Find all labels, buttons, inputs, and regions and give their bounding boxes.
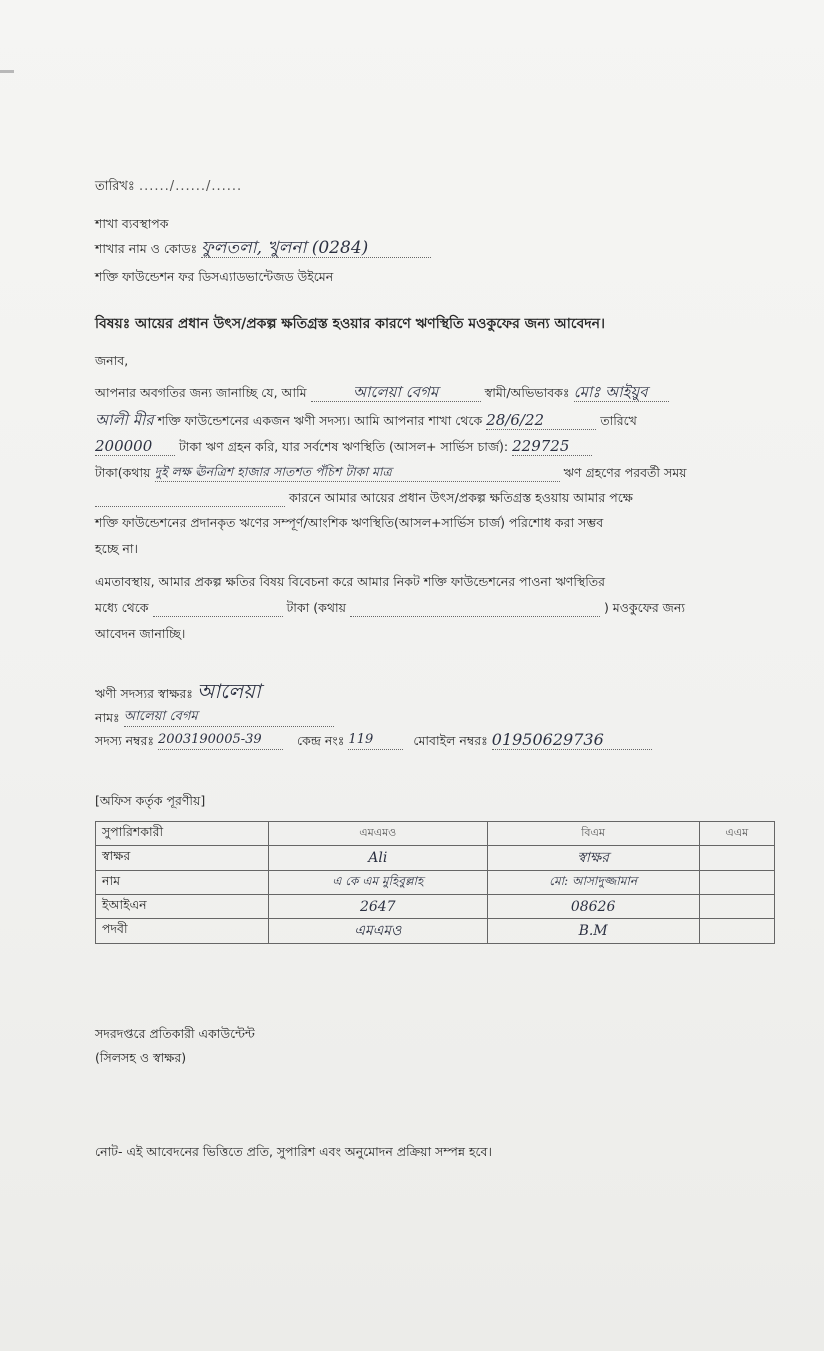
table-header-cell: এএম	[699, 822, 774, 846]
table-cell	[269, 895, 488, 919]
waiver-words-blank	[350, 616, 600, 617]
guardian-hand: মোঃ আইয়ুব	[574, 383, 669, 402]
body-line-9	[95, 599, 685, 617]
body-text: টাকা ঋণ গ্রহন করি, যার সর্বশেষ ঋণস্থিতি (আসল+ সার্ভিস চার্জ):	[178, 439, 509, 454]
signature-label: ঋণী সদস্যর স্বাক্ষরঃ	[95, 686, 193, 701]
scan-mark	[0, 70, 14, 73]
hand-value: B.M	[578, 923, 608, 939]
table-cell	[269, 846, 488, 871]
member-info-line	[95, 731, 652, 750]
body-text: শক্তি ফাউন্ডেশনের একজন ঋণী সদস্য। আমি আপনার শাখা থেকে	[157, 413, 483, 428]
date-blank: ....../....../......	[139, 179, 243, 194]
table-cell	[487, 871, 699, 895]
body-line-7: হচ্ছে না।	[95, 541, 138, 556]
hand-value: এ কে এম মুহিবুল্লাহ	[332, 873, 424, 888]
table-cell	[487, 919, 699, 944]
name-label: নামঃ	[95, 710, 120, 725]
guardian-hand-2: আলী মীর	[95, 411, 154, 429]
member-no-label: সদস্য নম্বরঃ	[95, 733, 155, 748]
body-text: আপনার অবগতির জন্য জানাচ্ছি যে, আমি	[95, 385, 307, 400]
hand-value: স্বাক্ষর	[577, 850, 609, 866]
branch-label: শাখার নাম ও কোডঃ	[95, 241, 198, 256]
branch-value: ফুলতলা, খুলনা (0284)	[201, 239, 431, 258]
balance-hand: 229725	[512, 437, 592, 456]
table-row	[96, 919, 775, 944]
body-text: টাকা(কথায়	[95, 465, 151, 480]
table-header-cell: বিএম	[487, 822, 699, 846]
table-cell	[699, 871, 774, 895]
table-cell	[269, 919, 488, 944]
hand-value: এমএমও	[354, 923, 402, 939]
mobile-label: মোবাইল নম্বরঃ	[413, 733, 488, 748]
row-label: নাম	[96, 871, 269, 895]
mobile-hand: 01950629736	[492, 731, 652, 750]
footer-note: নোট- এই আবেদনের ভিত্তিতে প্রতি, সুপারিশ এবং অনুমোদন প্রক্রিয়া সম্পন্ন হবে।	[95, 1144, 492, 1159]
table-cell	[699, 919, 774, 944]
member-name-hand: আলেয়া বেগম	[311, 383, 481, 402]
signature-line	[95, 679, 261, 703]
table-row	[96, 871, 775, 895]
office-table	[95, 821, 775, 944]
table-header-cell: সুপারিশকারী	[96, 822, 269, 846]
row-label: ইআইএন	[96, 895, 269, 919]
hand-value: 2647	[359, 898, 396, 915]
date-label: তারিখঃ	[95, 179, 135, 194]
body-line-8: এমতাবস্থায়, আমার প্রকল্প ক্ষতির বিষয় বিবেচনা করে আমার নিকট শক্তি ফাউন্ডেশনের পাওনা ঋণস্থিতির	[95, 574, 606, 589]
table-cell	[699, 846, 774, 871]
center-label: কেন্দ্র নংঃ	[297, 733, 345, 748]
row-label: পদবী	[96, 919, 269, 944]
body-line-4	[95, 463, 687, 482]
hand-value: Ali	[368, 850, 388, 866]
center-hand: 119	[348, 731, 403, 750]
subject-line: বিষয়ঃ আয়ের প্রধান উৎস/প্রকল্প ক্ষতিগ্রস্ত হওয়ার কারণে ঋণস্থিতি মওকুফের জন্য আবেদন।	[95, 316, 605, 332]
body-line-6: শক্তি ফাউন্ডেশনের প্রদানকৃত ঋণের সম্পূর্ণ/আংশিক ঋণস্থিতি(আসল+সার্ভিস চার্জ) পরিশোধ করা সম্ভব	[95, 515, 604, 530]
branch-line	[95, 239, 431, 258]
name-hand: আলেয়া বেগম	[124, 708, 334, 727]
member-signature: আলেয়া	[196, 679, 261, 703]
body-line-2	[95, 411, 637, 430]
table-cell	[269, 871, 488, 895]
salutation: জনাব,	[95, 353, 129, 368]
hq-accountant-line: সদরদপ্তরে প্রতিকারী একাউন্টেন্ট	[95, 1026, 255, 1041]
balance-words-hand: দুই লক্ষ ঊনত্রিশ হাজার সাতশত পঁচিশ টাকা মাত্র	[155, 463, 560, 482]
body-text: তারিখে	[600, 413, 637, 428]
reason-blank	[95, 506, 285, 507]
waiver-amount-blank	[153, 616, 283, 617]
hq-seal-line: (সিলসহ ও স্বাক্ষর)	[95, 1050, 187, 1065]
addressee-title: শাখা ব্যবস্থাপক	[95, 216, 169, 231]
body-text: টাকা (কথায়	[286, 600, 346, 615]
table-header-row	[96, 822, 775, 846]
name-line	[95, 708, 334, 727]
table-cell	[487, 846, 699, 871]
table-cell	[699, 895, 774, 919]
body-line-1	[95, 383, 669, 402]
body-line-5	[95, 489, 633, 507]
table-row	[96, 846, 775, 871]
table-header-cell: এমএমও	[269, 822, 488, 846]
body-text: ) মওকুফের জন্য	[603, 600, 685, 615]
body-text: কারনে আমার আয়ের প্রধান উৎস/প্রকল্প ক্ষতিগ্রস্ত হওয়ায় আমার পক্ষে	[288, 490, 633, 505]
member-no-hand: 2003190005-39	[158, 731, 283, 750]
body-line-3	[95, 437, 592, 456]
body-text: স্বামী/অভিভাবকঃ	[484, 385, 570, 400]
body-text: মধ্যে থেকে	[95, 600, 149, 615]
loan-date-hand: 28/6/22	[486, 411, 596, 430]
hand-value: মো: আসাদুজ্জামান	[549, 873, 638, 888]
table-cell	[487, 895, 699, 919]
body-line-10: আবেদন জানাচ্ছি।	[95, 626, 186, 641]
body-text: ঋণ গ্রহণের পরবর্তী সময়	[563, 465, 687, 480]
row-label: স্বাক্ষর	[96, 846, 269, 871]
org-line: শক্তি ফাউন্ডেশন ফর ডিসএ্যাডভান্টেজড উইমেন	[95, 269, 334, 284]
office-title: [অফিস কর্তৃক পূরণীয়]	[95, 793, 206, 808]
hand-value: 08626	[570, 898, 616, 915]
date-line	[95, 178, 242, 196]
table-row	[96, 895, 775, 919]
loan-amount-hand: 200000	[95, 437, 175, 456]
